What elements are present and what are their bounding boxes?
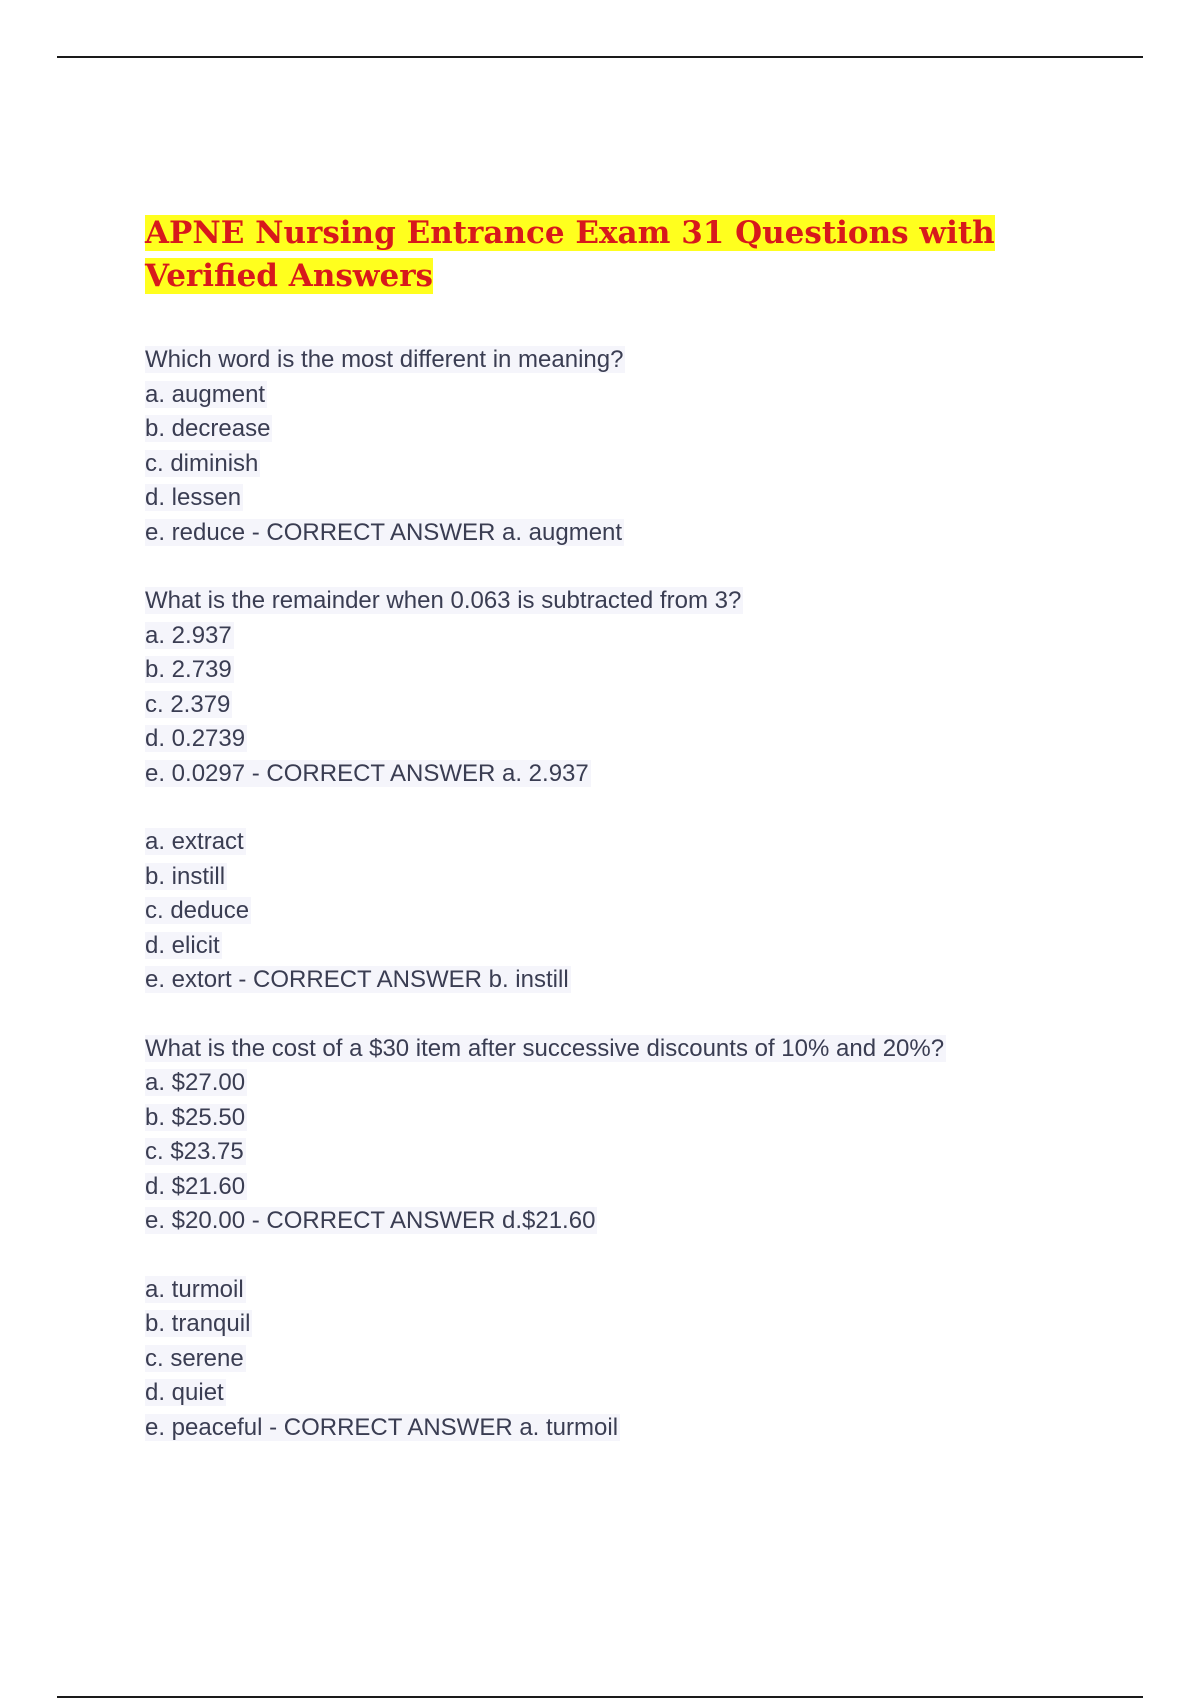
answer-option: d. $21.60 (145, 1172, 246, 1200)
answer-option: b. $25.50 (145, 1103, 246, 1131)
answer-option-with-correct-answer: e. reduce - CORRECT ANSWER a. augment (145, 518, 623, 546)
answer-option: d. quiet (145, 1379, 224, 1406)
answer-option: a. extract (145, 828, 244, 855)
page-content (145, 212, 1085, 1479)
answer-option: b. tranquil (145, 1310, 251, 1337)
footer-rule (57, 1696, 1143, 1698)
answer-option: d. 0.2739 (145, 725, 246, 752)
answer-option: c. $23.75 (145, 1138, 244, 1165)
document-title-text: APNE Nursing Entrance Exam 31 Questions with Verified Answers (145, 215, 995, 294)
answer-option: d. lessen (145, 484, 242, 511)
answer-option: a. augment (145, 380, 266, 408)
answer-option: a. 2.937 (145, 621, 232, 649)
document-title (145, 212, 1085, 298)
answer-option: c. diminish (145, 449, 259, 477)
answer-option-with-correct-answer: e. 0.0297 - CORRECT ANSWER a. 2.937 (145, 759, 589, 787)
question-block-3 (145, 825, 1085, 998)
answer-option: c. serene (145, 1344, 244, 1372)
question-block-2 (145, 584, 1085, 791)
answer-option: c. 2.379 (145, 690, 231, 718)
answer-option: b. instill (145, 862, 226, 890)
question-prompt: What is the cost of a $30 item after successive discounts of 10% and 20%? (145, 1034, 945, 1062)
answer-option-with-correct-answer: e. extort - CORRECT ANSWER b. instill (145, 966, 569, 993)
question-block-4 (145, 1032, 1085, 1239)
answer-option: b. decrease (145, 415, 271, 442)
answer-option: b. 2.739 (145, 656, 232, 683)
header-rule (57, 56, 1143, 58)
question-prompt: What is the remainder when 0.063 is subtracted from 3? (145, 587, 742, 614)
answer-option: c. deduce (145, 897, 250, 924)
answer-option-with-correct-answer: e. $20.00 - CORRECT ANSWER d.$21.60 (145, 1207, 596, 1234)
answer-option: a. turmoil (145, 1275, 244, 1303)
question-prompt: Which word is the most different in meaning? (145, 346, 624, 373)
question-block-1 (145, 343, 1085, 550)
question-block-5 (145, 1273, 1085, 1446)
answer-option: d. elicit (145, 931, 220, 959)
answer-option-with-correct-answer: e. peaceful - CORRECT ANSWER a. turmoil (145, 1413, 619, 1441)
answer-option: a. $27.00 (145, 1069, 246, 1096)
